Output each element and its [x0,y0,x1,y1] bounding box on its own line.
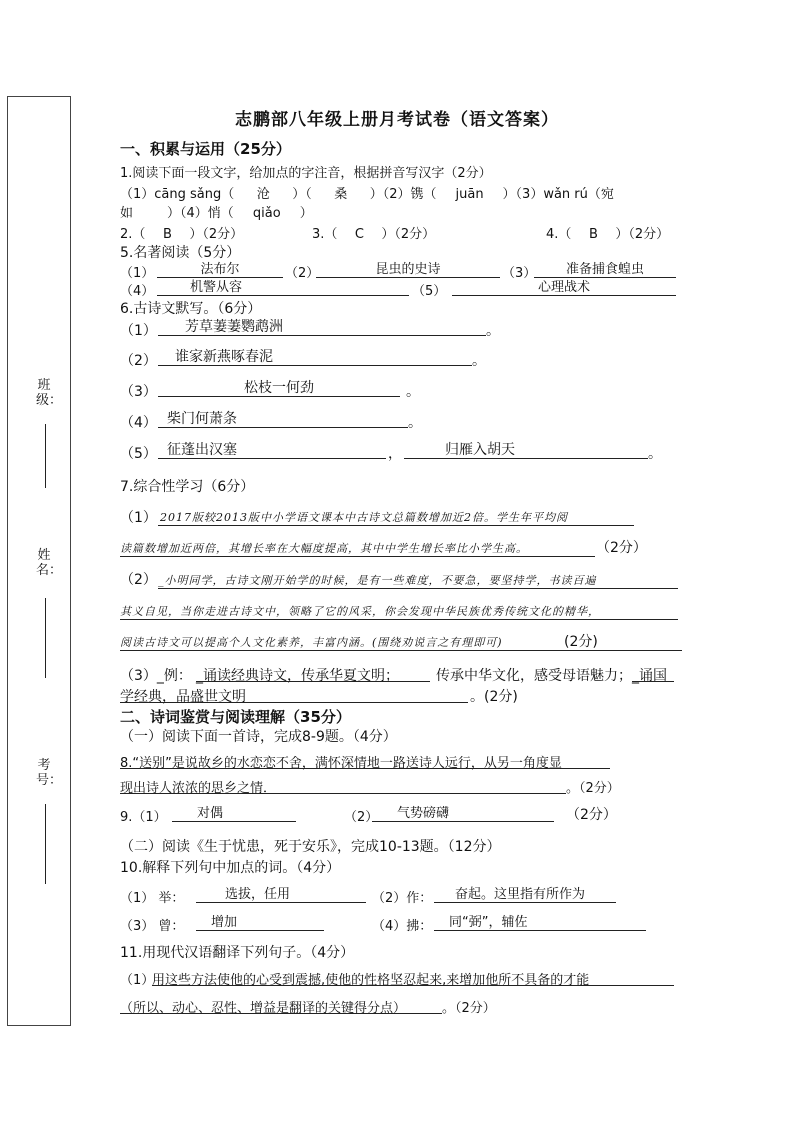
q1-prefix: （1）cāng sǎng（ [120,187,235,202]
q6-end-4: 。 [408,415,422,431]
q11-note-underline [120,1013,442,1014]
q7-answer-3a: _诵读经典诗文，传承华夏文明； [196,668,399,684]
q7-answer-1-underline-2 [120,556,595,557]
exam-no-label: 考号： [36,758,63,788]
q6-n4: （4） [120,415,157,431]
q2-answer: B [162,227,172,242]
exam-no-field[interactable] [45,804,46,884]
q5-n4: （4） [120,284,155,299]
q1-mid-3: ）（3）wǎn rú（宛 [502,187,614,202]
q7-answer-3b: 传承中华文化，感受母语魅力； [436,668,632,684]
q4: 4.（ B ）（2分） [546,227,670,242]
q7-n2: （2） [120,572,157,588]
q7-answer-2-underline-1 [158,588,678,589]
q11-score: 。（2分） [442,1001,496,1016]
q1-answer-2: 桑 [334,187,348,202]
q8-underline-2 [120,793,566,794]
q11-n1: （1） [120,973,155,988]
q9-answer-1: 对偶 [172,806,296,822]
q6-answer-3: 松枝一何劲 [158,381,400,397]
q5-n5: （5） [412,284,447,299]
q7-answer-2-underline-2 [120,619,678,620]
q10-n2: （2）作： [372,891,433,906]
q5-n3: （3） [502,266,537,281]
part2-heading: （二）阅读《生于忧患，死于安乐》，完成10-13题。（12分） [120,839,501,855]
q1-stem: 1.阅读下面一段文字，给加点的字注音，根据拼音写汉字（2分） [120,166,492,181]
part1-heading: （一）阅读下面一首诗，完成8-9题。（4分） [120,729,397,745]
section1-heading: 一、积累与运用（25分） [120,140,291,158]
q8-underline-1 [120,768,610,769]
q7-answer-2-underline-3 [120,650,682,651]
q3-answer: C [354,227,364,242]
q7-n1: （1） [120,510,157,526]
q1-line2-a: 如 [120,206,134,221]
q7-stem: 7.综合性学习（6分） [120,479,255,495]
q1-line2-c: ） [299,206,313,221]
q10-answer-1: 选拔，任用 [196,887,366,903]
q1-answer-3: juān [455,187,484,202]
section2-heading: 二、诗词鉴赏与阅读理解（35分） [120,708,351,726]
q7-answer-1-line1: 2017版较2013版中小学语文课本中古诗文总篇数增加近2倍。学生年平均阅 [160,511,568,524]
q6-answer-5a: 征蓬出汉塞 [158,443,386,459]
q9-answer-2: 气势磅礴 [372,806,554,822]
q7-answer-3c-underline [632,681,674,682]
q6-end-3: 。 [406,384,420,400]
q9-n2: （2） [344,810,379,825]
q1-line2-b: ）（4）悄（ [167,206,234,221]
q6-answer-5b: 归雁入胡天 [404,443,648,459]
q8-line2: 现出诗人浓浓的思乡之情． [120,781,277,796]
q6-answer-1: 芳草萋萋鹦鹉洲 [158,320,486,336]
q9-score: （2分） [566,807,617,823]
q7-answer-3d-underline [120,702,468,703]
q1-line2 [120,202,313,221]
q6-n3: （3） [120,384,157,400]
q10-stem: 10.解释下列句中加点的词。（4分） [120,860,341,876]
q6-end-1: 。 [486,323,500,339]
name-field[interactable] [45,598,46,678]
q7-score-2: (2分) [564,634,598,650]
q2: 2.（ B ）（2分） [120,227,244,242]
q9-n1: 9.（1） [120,810,167,825]
q10-n3: （3） 曾： [120,919,185,934]
q7-answer-3d: 学经典，品盛世文明 [120,689,246,705]
q6-n1: （1） [120,323,157,339]
name-label: 姓名： [36,548,63,578]
q6-sep: ， [388,446,402,462]
q6-end-2: 。 [472,353,486,369]
q8-score: 。（2分） [566,781,620,796]
q7-answer-2-line3: 阅读古诗文可以提高个人文化素养，丰富内涵。(围绕劝说言之有理即可) [120,636,503,649]
q6-answer-2: 谁家新燕啄春泥 [158,350,472,366]
q7-score-3: 。(2分) [470,689,518,705]
q6-n5: （5） [120,446,157,462]
q4-answer: B [588,227,598,242]
q7-n3: （3）_例： [120,668,192,684]
q5-answer-2: 昆虫的史诗 [316,262,500,278]
class-field[interactable] [45,424,46,488]
q1-mid-2: ）（2）镌（ [369,187,437,202]
q6-n2: （2） [120,353,157,369]
q10-n1: （1） 举： [120,891,185,906]
q5-n1: （1） [120,266,155,281]
q5-answer-1: 法布尔 [157,262,283,278]
q10-answer-3: 增加 [196,915,324,931]
q1-line1 [120,183,614,202]
q11-stem: 11.用现代汉语翻译下列句子。（4分） [120,945,355,961]
q10-n4: （4）拂： [372,919,433,934]
q10-answer-4: 同“弼”，辅佐 [434,915,646,931]
q7-score-1: （2分） [596,540,647,556]
q6-answer-4: 柴门何萧条 [158,412,408,428]
q5-answer-5: 心理战术 [452,280,676,296]
q6-end-5: 。 [648,446,662,462]
q1-mid-1: ）（ [292,187,312,202]
q3: 3.（ C ）（2分） [312,227,436,242]
q8-line1: 8.“送别”是说故乡的水恋恋不舍，满怀深情地一路送诗人远行，从另一角度显 [120,756,562,771]
q5-stem: 5.名著阅读（5分） [120,245,241,261]
q6-stem: 6.古诗文默写。（6分） [120,301,262,317]
q5-n2: （2） [285,266,320,281]
q11-answer-note: （所以、动心、忍性、增益是翻译的关键得分点） [120,1001,407,1016]
q5-answer-4: 机警从容 [157,280,409,296]
q7-answer-1-line2: 读篇数增加近两倍，其增长率在大幅度提高，其中中学生增长率比小学生高。 [120,542,528,555]
q1-answer-1: 沧 [256,187,270,202]
q11-answer-1: 用这些方法使他的心受到震撼,使他的性格坚忍起来,来增加他所不具备的才能 [152,973,590,988]
q7-answer-2-line2: 其义自见，当你走进古诗文中，领略了它的风采，你会发现中华民族优秀传统文化的精华， [120,605,600,618]
class-label: 班级： [36,378,63,408]
q7-answer-3c: _诵国 [632,668,667,684]
q7-answer-2-line1: _小明同学，古诗文刚开始学的时候，是有一些难度，不要急，要坚持学，书读百遍 [158,574,597,587]
q11-answer-1-underline [152,985,674,986]
q7-answer-3a-underline [196,681,430,682]
q7-answer-1-underline [158,525,634,526]
page-title: 志鹏部八年级上册月考试卷（语文答案） [235,110,559,130]
q10-answer-2: 奋起。这里指有所作为 [434,887,616,903]
q5-answer-3: 准备捕食蝗虫 [534,262,676,278]
q1-answer-4: qiǎo [252,206,281,221]
